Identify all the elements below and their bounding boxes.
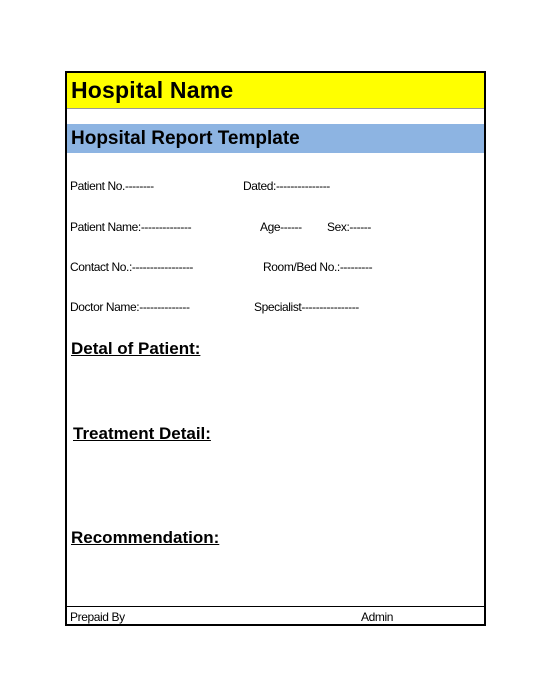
hospital-name: Hospital Name [71,77,234,103]
treatment-detail-heading: Treatment Detail: [73,424,211,443]
sex-field: Sex:------ [327,220,371,234]
recommendation-heading: Recommendation: [71,528,220,547]
patient-detail-heading: Detal of Patient: [71,339,201,358]
report-form [65,71,486,626]
admin-label: Admin [361,610,394,624]
report-title: Hopsital Report Template [71,128,300,149]
prepaid-by-label: Prepaid By [70,610,125,624]
doctor-name-field: Doctor Name:-------------- [70,300,190,314]
report-title-banner [67,124,484,153]
footer-divider [67,606,484,607]
hospital-name-banner [67,73,484,109]
patient-no-field: Patient No.-------- [70,179,154,193]
age-field: Age------ [260,220,302,234]
specialist-field: Specialist---------------- [254,300,359,314]
patient-name-field: Patient Name:-------------- [70,220,192,234]
dated-field: Dated:--------------- [243,179,330,193]
room-bed-no-field: Room/Bed No.:--------- [263,260,373,274]
contact-no-field: Contact No.:----------------- [70,260,194,274]
